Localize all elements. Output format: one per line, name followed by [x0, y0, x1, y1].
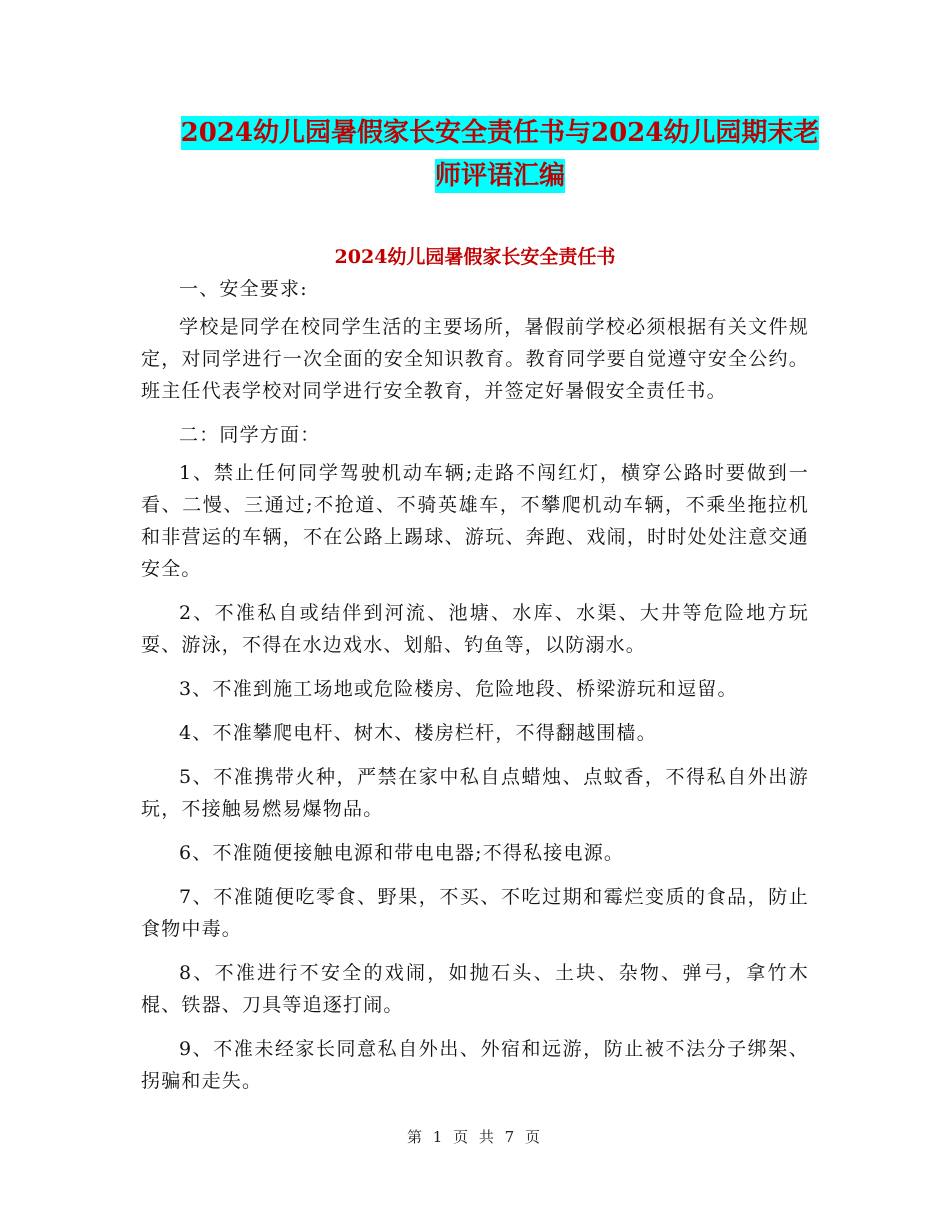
paragraph: 5、不准携带火种，严禁在家中私自点蜡烛、点蚊香，不得私自外出游玩，不接触易燃易爆物品。: [141, 766, 809, 820]
section-title: 2024幼儿园暑假家长安全责任书: [334, 246, 616, 268]
paragraph: 6、不准随便接触电源和带电电器;不得私接电源。: [179, 842, 625, 864]
paragraph: 9、不准未经家长同意私自外出、外宿和远游，防止被不法分子绑架、拐骗和走失。: [141, 1038, 809, 1092]
document-title-line-1: 2024幼儿园暑假家长安全责任书与2024幼儿园期末老: [180, 118, 820, 148]
document-title-line-2: 师评语汇编: [434, 161, 565, 191]
paragraph: 1、禁止任何同学驾驶机动车辆;走路不闯红灯，横穿公路时要做到一看、二慢、三通过;不抢道、不骑英雄车，不攀爬机动车辆，不乘坐拖拉机和非营运的车辆，不在公路上踢球、游玩、奔跑、戏闹，时时处处注意交通安全。: [141, 462, 809, 580]
paragraph: 学校是同学在校同学生活的主要场所，暑假前学校必须根据有关文件规定，对同学进行一次全面的安全知识教育。教育同学要自觉遵守安全公约。班主任代表学校对同学进行安全教育，并签定好暑假安全责任书。: [141, 316, 809, 402]
paragraph: 8、不准进行不安全的戏闹，如抛石头、土块、杂物、弹弓，拿竹木棍、铁器、刀具等追逐打闹。: [141, 962, 809, 1016]
document-body: [141, 273, 809, 1109]
document-title: [140, 112, 860, 198]
paragraph: 一、安全要求:: [179, 278, 308, 300]
page-footer: 第 1 页 共 7 页: [407, 1128, 543, 1146]
paragraph: 7、不准随便吃零食、野果，不买、不吃过期和霉烂变质的食品，防止食物中毒。: [141, 886, 809, 940]
paragraph: 3、不准到施工场地或危险楼房、危险地段、桥梁游玩和逗留。: [179, 678, 738, 700]
paragraph: 二：同学方面：: [179, 424, 321, 446]
paragraph: 4、不准攀爬电杆、树木、楼房栏杆，不得翻越围樯。: [179, 722, 657, 744]
paragraph: 2、不准私自或结伴到河流、池塘、水库、水渠、大井等危险地方玩耍、游泳，不得在水边戏水、划船、钓鱼等，以防溺水。: [141, 602, 809, 656]
